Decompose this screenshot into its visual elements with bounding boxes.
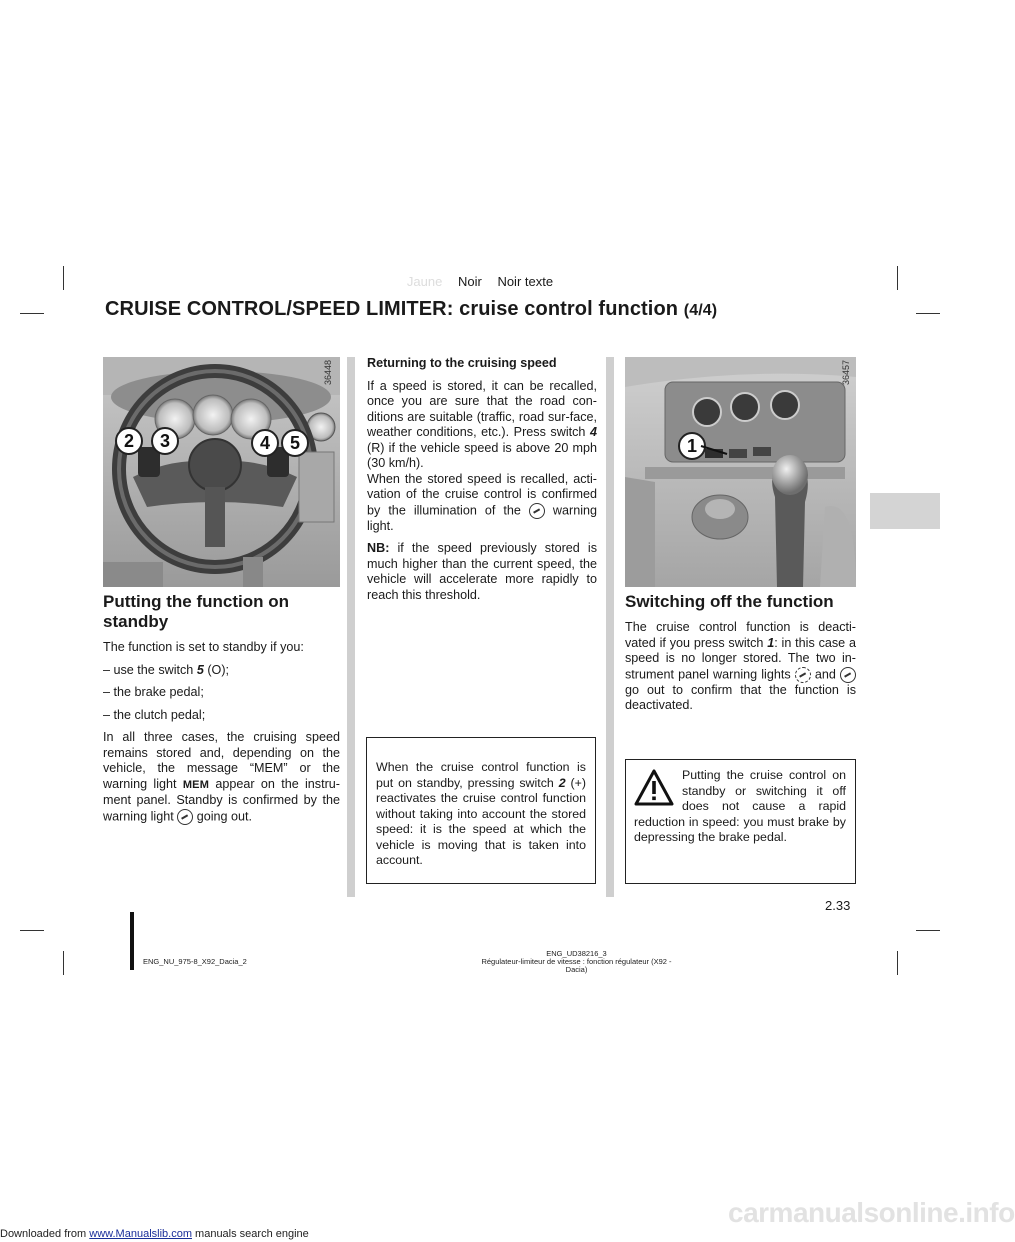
switch-number: 2 — [558, 775, 566, 790]
print-mark-noir: Noir — [457, 274, 482, 289]
steering-wheel-illustration — [103, 357, 340, 587]
nb-paragraph — [367, 541, 597, 603]
column-separator — [606, 357, 614, 897]
download-suffix: manuals search engine — [191, 1228, 309, 1240]
switching-off-body — [625, 620, 856, 714]
para-text: : in this case a speed is no longer stored. The two in-strument panel warning lights — [625, 635, 856, 681]
para-text: go out to confirm that the function is deactivated. — [625, 682, 856, 712]
para-text: going out. — [193, 808, 253, 823]
cruise-control-warning-icon — [529, 503, 545, 519]
footer-doc-code: ENG_UD38216_3 — [546, 949, 607, 958]
callout-1: 1 — [678, 432, 706, 460]
crop-mark — [20, 313, 44, 314]
para-text: appear on the instru-ment panel. Standby is confirmed by the warning light — [103, 776, 340, 823]
warning-box — [625, 759, 856, 884]
callout-3: 3 — [151, 427, 179, 455]
item-text: (O); — [203, 662, 230, 677]
cruise-control-warning-icon — [177, 809, 193, 825]
mem-warning-icon: MEM — [182, 778, 210, 791]
returning-body — [367, 356, 597, 603]
para-text: When the stored speed is recalled, acti-vation of the cruise control is confirmed by the illumination of the — [367, 471, 597, 517]
crop-mark — [916, 313, 940, 314]
page-number: 2.33 — [825, 898, 851, 913]
standby-section — [103, 592, 340, 832]
speed-limiter-warning-icon — [795, 667, 811, 683]
page-title — [105, 298, 717, 321]
page-title-main: CRUISE CONTROL/SPEED LIMITER: cruise control function — [105, 298, 679, 320]
note-text: When the cruise control function is put on standby, pressing switch — [376, 760, 586, 790]
footer-doc-title: Régulateur-limiteur de vitesse : fonction régulateur (X92 - Dacia) — [481, 957, 672, 974]
warning-triangle-icon — [634, 769, 674, 807]
switch-number: 5 — [196, 662, 204, 677]
steering-wheel-photo — [103, 357, 340, 587]
dashboard-switch-photo — [625, 357, 856, 587]
standby-item-brake: – the brake pedal; — [103, 685, 204, 699]
page-title-part: (4/4) — [683, 302, 718, 319]
para-text: If a speed is stored, it can be recalled, once you are sure that the road con-ditions are suitable (traffic, road sur-face, weather conditions, etc.). Press switch — [367, 378, 597, 439]
photo-reference: 36457 — [841, 359, 851, 385]
nb-label: NB: — [367, 541, 390, 555]
column-separator — [347, 357, 355, 897]
para-text: warning light. — [367, 502, 598, 533]
photo-reference: 36448 — [323, 359, 333, 385]
switching-off-section — [625, 592, 856, 721]
para-text: if the speed previously stored is much higher than the current speed, the vehicle will accelerate more rapidly to reach this threshold. — [367, 541, 597, 602]
callout-leader-line — [701, 444, 731, 458]
manualslib-link[interactable]: www.Manualslib.com — [89, 1228, 192, 1240]
standby-intro: The function is set to standby if you: — [103, 640, 304, 654]
returning-p1 — [367, 379, 597, 472]
dashboard-illustration — [625, 357, 856, 587]
watermark: carmanualsonline.info — [728, 1197, 1015, 1228]
switching-off-heading: Switching off the function — [625, 592, 834, 611]
returning-p2 — [367, 472, 597, 535]
standby-body — [103, 640, 340, 825]
print-mark-jaune: Jaune — [406, 274, 443, 289]
returning-section — [367, 356, 597, 610]
callout-4: 4 — [251, 429, 279, 457]
download-notice — [0, 1228, 309, 1240]
standby-item-switch — [103, 663, 340, 679]
footer-right-ref — [470, 950, 683, 974]
switching-off-paragraph — [625, 620, 856, 714]
crop-mark — [63, 951, 64, 975]
cruise-control-warning-icon — [840, 667, 856, 683]
para-text: In all three cases, the cruising speed remains stored and, depending on the vehicle, the message “MEM” or the warning light — [103, 730, 340, 791]
warning-text: Putting the cruise control on standby or switching it off does not cause a rapid reduction in speed: you must brake by depressing the brake pedal. — [634, 768, 846, 844]
standby-heading: Putting the function on standby — [103, 592, 290, 631]
standby-paragraph — [103, 730, 340, 825]
crop-mark — [897, 951, 898, 975]
print-color-marks — [0, 274, 960, 289]
para-text: and — [810, 666, 840, 681]
crop-mark — [916, 930, 940, 931]
note-text: (+) reactivates the cruise control function without taking into account the stored speed: it is the speed at which the vehicle is moving that is taken into account. — [376, 775, 586, 867]
chapter-tab — [870, 493, 940, 529]
switch-number: 1 — [767, 635, 775, 650]
download-prefix: Downloaded from — [0, 1228, 90, 1240]
footer-left-ref: ENG_NU_975-8_X92_Dacia_2 — [143, 957, 247, 966]
para-text: The cruise control function is deacti-vated if you press switch — [625, 620, 856, 650]
standby-note-box — [366, 737, 596, 884]
callout-2: 2 — [115, 427, 143, 455]
print-mark-noir-texte: Noir texte — [497, 274, 554, 289]
para-text: (R) if the vehicle speed is above 20 mph (30 km/h). — [367, 440, 597, 470]
returning-subheading: Returning to the cruising speed — [367, 356, 557, 370]
standby-item-clutch: – the clutch pedal; — [103, 707, 206, 722]
footer-bar — [130, 912, 134, 970]
crop-mark — [20, 930, 44, 931]
callout-5: 5 — [281, 429, 309, 457]
switch-number: 4 — [589, 425, 597, 439]
item-text: – use the switch — [103, 662, 197, 677]
